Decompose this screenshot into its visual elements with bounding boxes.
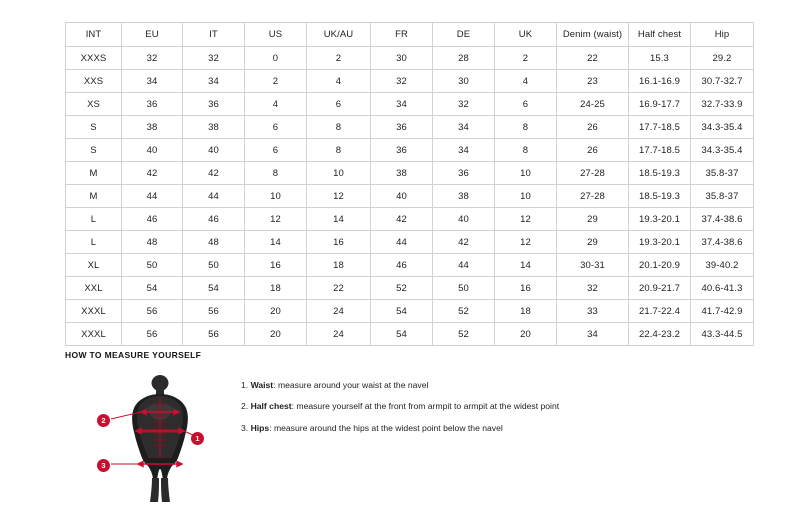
cell-uk: 20 [495,323,557,346]
column-header-de: DE [433,23,495,47]
cell-it: 36 [183,93,245,116]
cell-fr: 46 [371,254,433,277]
cell-fr: 42 [371,208,433,231]
cell-fr: 54 [371,300,433,323]
cell-uk: 4 [495,70,557,93]
size-chart-container [65,22,743,346]
cell-denim-waist: 30-31 [557,254,629,277]
table-row [66,93,754,116]
cell-us: 16 [245,254,307,277]
cell-de: 30 [433,70,495,93]
table-row [66,323,754,346]
cell-uk: 12 [495,231,557,254]
cell-eu: 48 [122,231,183,254]
cell-eu: 32 [122,47,183,70]
cell-hip: 37.4-38.6 [691,231,754,254]
cell-fr: 54 [371,323,433,346]
cell-eu: 36 [122,93,183,116]
cell-fr: 36 [371,116,433,139]
cell-half-chest: 19.3-20.1 [629,231,691,254]
cell-int: S [66,139,122,162]
marker-1-waist: 1 [191,432,204,445]
cell-hip: 30.7-32.7 [691,70,754,93]
cell-it: 50 [183,254,245,277]
cell-hip: 41.7-42.9 [691,300,754,323]
cell-int: XL [66,254,122,277]
cell-half-chest: 20.9-21.7 [629,277,691,300]
cell-uk: 12 [495,208,557,231]
cell-uk: 14 [495,254,557,277]
cell-int: XXXS [66,47,122,70]
cell-denim-waist: 32 [557,277,629,300]
column-header-eu: EU [122,23,183,47]
cell-uk-au: 6 [307,93,371,116]
cell-fr: 44 [371,231,433,254]
cell-eu: 44 [122,185,183,208]
cell-us: 0 [245,47,307,70]
cell-denim-waist: 26 [557,116,629,139]
measure-item-term: Half chest [250,401,292,412]
measure-item-number: 2. [241,401,249,412]
cell-us: 18 [245,277,307,300]
cell-eu: 54 [122,277,183,300]
cell-de: 38 [433,185,495,208]
cell-de: 34 [433,116,495,139]
cell-denim-waist: 33 [557,300,629,323]
cell-us: 14 [245,231,307,254]
table-header-row [66,23,754,47]
marker-3-hips: 3 [97,459,110,472]
cell-it: 38 [183,116,245,139]
cell-us: 6 [245,116,307,139]
cell-de: 52 [433,323,495,346]
cell-uk: 16 [495,277,557,300]
cell-de: 50 [433,277,495,300]
table-row [66,162,754,185]
column-header-hip: Hip [691,23,754,47]
cell-it: 56 [183,323,245,346]
cell-it: 48 [183,231,245,254]
cell-eu: 46 [122,208,183,231]
measure-item-term: Waist [250,380,274,390]
cell-int: XXL [66,277,122,300]
cell-us: 12 [245,208,307,231]
table-row [66,300,754,323]
how-to-measure-body [65,370,765,504]
cell-uk-au: 14 [307,208,371,231]
cell-denim-waist: 23 [557,70,629,93]
cell-int: M [66,185,122,208]
table-row [66,139,754,162]
measure-item-number: 3. [241,422,249,433]
cell-denim-waist: 27-28 [557,185,629,208]
list-item [241,401,559,411]
cell-hip: 37.4-38.6 [691,208,754,231]
cell-uk-au: 18 [307,254,371,277]
marker-2-half-chest: 2 [97,414,110,427]
column-header-it: IT [183,23,245,47]
cell-half-chest: 17.7-18.5 [629,139,691,162]
cell-int: XXXL [66,300,122,323]
cell-half-chest: 18.5-19.3 [629,185,691,208]
cell-fr: 52 [371,277,433,300]
cell-hip: 39-40.2 [691,254,754,277]
cell-de: 32 [433,93,495,116]
cell-uk-au: 8 [307,139,371,162]
measure-item-term: Hips [250,422,270,433]
cell-fr: 40 [371,185,433,208]
cell-de: 34 [433,139,495,162]
measure-item-number: 1. [241,380,249,390]
cell-eu: 34 [122,70,183,93]
cell-int: L [66,231,122,254]
cell-half-chest: 20.1-20.9 [629,254,691,277]
cell-hip: 32.7-33.9 [691,93,754,116]
cell-uk-au: 8 [307,116,371,139]
cell-denim-waist: 29 [557,231,629,254]
cell-fr: 36 [371,139,433,162]
cell-us: 6 [245,139,307,162]
cell-de: 36 [433,162,495,185]
column-header-uk: UK [495,23,557,47]
cell-half-chest: 18.5-19.3 [629,162,691,185]
cell-it: 56 [183,300,245,323]
list-item [241,380,559,390]
cell-hip: 29.2 [691,47,754,70]
table-row [66,47,754,70]
cell-uk: 10 [495,162,557,185]
cell-int: M [66,162,122,185]
cell-int: S [66,116,122,139]
cell-us: 20 [245,300,307,323]
column-header-denim-waist: Denim (waist) [557,23,629,47]
cell-hip: 40.6-41.3 [691,277,754,300]
cell-half-chest: 22.4-23.2 [629,323,691,346]
cell-uk-au: 22 [307,277,371,300]
table-row [66,185,754,208]
how-to-measure-title: HOW TO MEASURE YOURSELF [65,350,202,360]
cell-eu: 40 [122,139,183,162]
column-header-half-chest: Half chest [629,23,691,47]
cell-hip: 34.3-35.4 [691,116,754,139]
size-chart-table [65,22,754,346]
cell-uk-au: 12 [307,185,371,208]
cell-us: 8 [245,162,307,185]
column-header-int: INT [66,23,122,47]
cell-denim-waist: 26 [557,139,629,162]
cell-uk-au: 4 [307,70,371,93]
cell-uk: 2 [495,47,557,70]
cell-us: 2 [245,70,307,93]
cell-denim-waist: 29 [557,208,629,231]
cell-int: XXXL [66,323,122,346]
cell-uk: 8 [495,139,557,162]
cell-hip: 35.8-37 [691,185,754,208]
measure-item-text: : measure around the hips at the widest point below the navel [269,422,503,433]
table-row [66,70,754,93]
cell-uk-au: 10 [307,162,371,185]
cell-half-chest: 16.9-17.7 [629,93,691,116]
cell-it: 42 [183,162,245,185]
cell-eu: 38 [122,116,183,139]
cell-uk: 6 [495,93,557,116]
cell-half-chest: 15.3 [629,47,691,70]
cell-eu: 42 [122,162,183,185]
table-row [66,254,754,277]
cell-de: 40 [433,208,495,231]
cell-half-chest: 16.1-16.9 [629,70,691,93]
cell-half-chest: 21.7-22.4 [629,300,691,323]
cell-denim-waist: 34 [557,323,629,346]
cell-half-chest: 17.7-18.5 [629,116,691,139]
cell-uk: 8 [495,116,557,139]
column-header-us: US [245,23,307,47]
cell-fr: 38 [371,162,433,185]
cell-it: 40 [183,139,245,162]
cell-hip: 34.3-35.4 [691,139,754,162]
table-row [66,116,754,139]
how-to-measure-section [65,350,765,504]
cell-us: 10 [245,185,307,208]
cell-int: XS [66,93,122,116]
cell-hip: 35.8-37 [691,162,754,185]
cell-uk-au: 2 [307,47,371,70]
table-row [66,231,754,254]
column-header-fr: FR [371,23,433,47]
cell-de: 44 [433,254,495,277]
cell-us: 20 [245,323,307,346]
cell-de: 28 [433,47,495,70]
cell-int: XXS [66,70,122,93]
cell-eu: 56 [122,300,183,323]
cell-fr: 34 [371,93,433,116]
cell-denim-waist: 22 [557,47,629,70]
measure-instruction-list [241,380,559,444]
table-row [66,208,754,231]
cell-uk-au: 24 [307,323,371,346]
cell-uk: 18 [495,300,557,323]
measure-item-text: : measure yourself at the front from armpit to armpit at the widest point [291,401,560,412]
cell-it: 32 [183,47,245,70]
cell-us: 4 [245,93,307,116]
cell-it: 46 [183,208,245,231]
cell-eu: 56 [122,323,183,346]
cell-it: 44 [183,185,245,208]
measure-item-text: : measure around your waist at the navel [273,380,429,390]
cell-uk-au: 16 [307,231,371,254]
mannequin-illustration [101,374,215,504]
cell-uk: 10 [495,185,557,208]
cell-de: 52 [433,300,495,323]
cell-eu: 50 [122,254,183,277]
cell-de: 42 [433,231,495,254]
cell-int: L [66,208,122,231]
cell-half-chest: 19.3-20.1 [629,208,691,231]
table-row [66,277,754,300]
cell-it: 34 [183,70,245,93]
cell-fr: 30 [371,47,433,70]
cell-denim-waist: 24-25 [557,93,629,116]
list-item [241,423,559,433]
cell-fr: 32 [371,70,433,93]
cell-uk-au: 24 [307,300,371,323]
cell-it: 54 [183,277,245,300]
column-header-uk-au: UK/AU [307,23,371,47]
cell-hip: 43.3-44.5 [691,323,754,346]
cell-denim-waist: 27-28 [557,162,629,185]
